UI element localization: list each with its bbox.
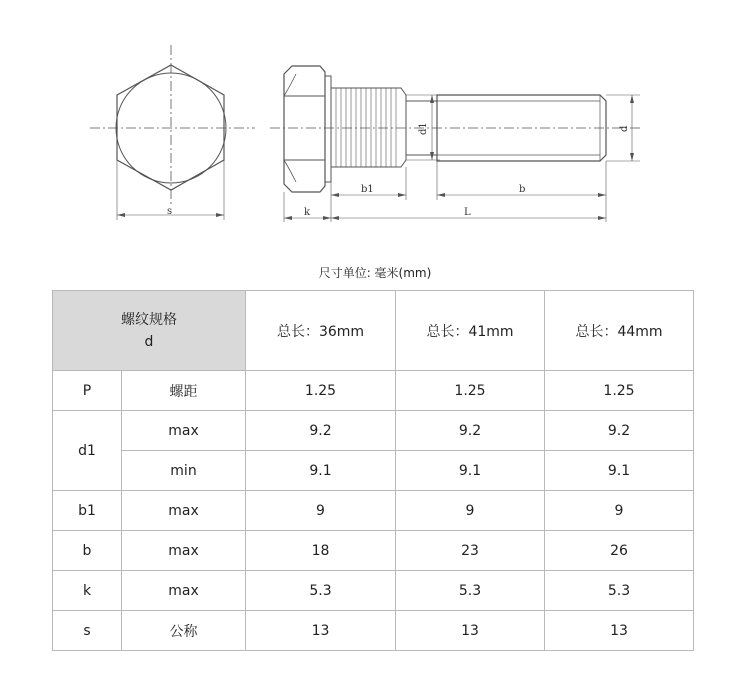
label-k: k (304, 207, 311, 218)
hex-head-end-view (90, 45, 255, 220)
table-row (53, 451, 694, 491)
value-cell: 1.25 (246, 371, 396, 411)
table-row (53, 371, 694, 411)
column-header-41mm: 总长：41mm (396, 291, 545, 371)
value-cell: 9 (396, 491, 545, 531)
param-cell: b (53, 531, 122, 571)
label-d: d (619, 125, 630, 132)
thread-spec-label: 螺纹规格 (121, 311, 177, 328)
value-cell: 9.1 (396, 451, 545, 491)
param-cell: d1 (53, 411, 122, 491)
label-L: L (464, 207, 471, 218)
sub-cell: max (122, 411, 246, 451)
thread-spec-header (53, 291, 246, 371)
table-row (53, 611, 694, 651)
value-cell: 9.1 (246, 451, 396, 491)
thread-spec-symbol: d (144, 333, 154, 350)
value-cell: 1.25 (396, 371, 545, 411)
sub-cell: min (122, 451, 246, 491)
value-cell: 5.3 (246, 571, 396, 611)
value-cell: 13 (246, 611, 396, 651)
bolt-side-view (270, 66, 640, 222)
value-cell: 9.2 (545, 411, 694, 451)
column-header-44mm: 总长：44mm (545, 291, 694, 371)
units-caption: 尺寸单位: 毫米(mm) (318, 266, 432, 280)
sub-cell: max (122, 571, 246, 611)
value-cell: 13 (396, 611, 545, 651)
sub-cell: max (122, 491, 246, 531)
bolt-technical-drawing (0, 0, 750, 240)
table-row (53, 571, 694, 611)
value-cell: 13 (545, 611, 694, 651)
value-cell: 1.25 (545, 371, 694, 411)
value-cell: 5.3 (545, 571, 694, 611)
value-cell: 18 (246, 531, 396, 571)
value-cell: 9 (545, 491, 694, 531)
value-cell: 9 (246, 491, 396, 531)
table-row (53, 531, 694, 571)
value-cell: 9.2 (246, 411, 396, 451)
spec-table (52, 290, 694, 651)
value-cell: 23 (396, 531, 545, 571)
sub-cell: 螺距 (122, 371, 246, 411)
param-cell: P (53, 371, 122, 411)
label-b1: b1 (361, 184, 374, 195)
param-cell: b1 (53, 491, 122, 531)
value-cell: 26 (545, 531, 694, 571)
value-cell: 9.1 (545, 451, 694, 491)
param-cell: k (53, 571, 122, 611)
value-cell: 9.2 (396, 411, 545, 451)
sub-cell: max (122, 531, 246, 571)
label-d1: d1 (418, 122, 429, 135)
table-header-row (53, 291, 694, 371)
column-header-36mm: 总长：36mm (246, 291, 396, 371)
param-cell: s (53, 611, 122, 651)
label-b: b (519, 184, 526, 195)
sub-cell: 公称 (122, 611, 246, 651)
value-cell: 5.3 (396, 571, 545, 611)
table-row (53, 411, 694, 451)
label-s: s (167, 206, 173, 217)
table-row (53, 491, 694, 531)
